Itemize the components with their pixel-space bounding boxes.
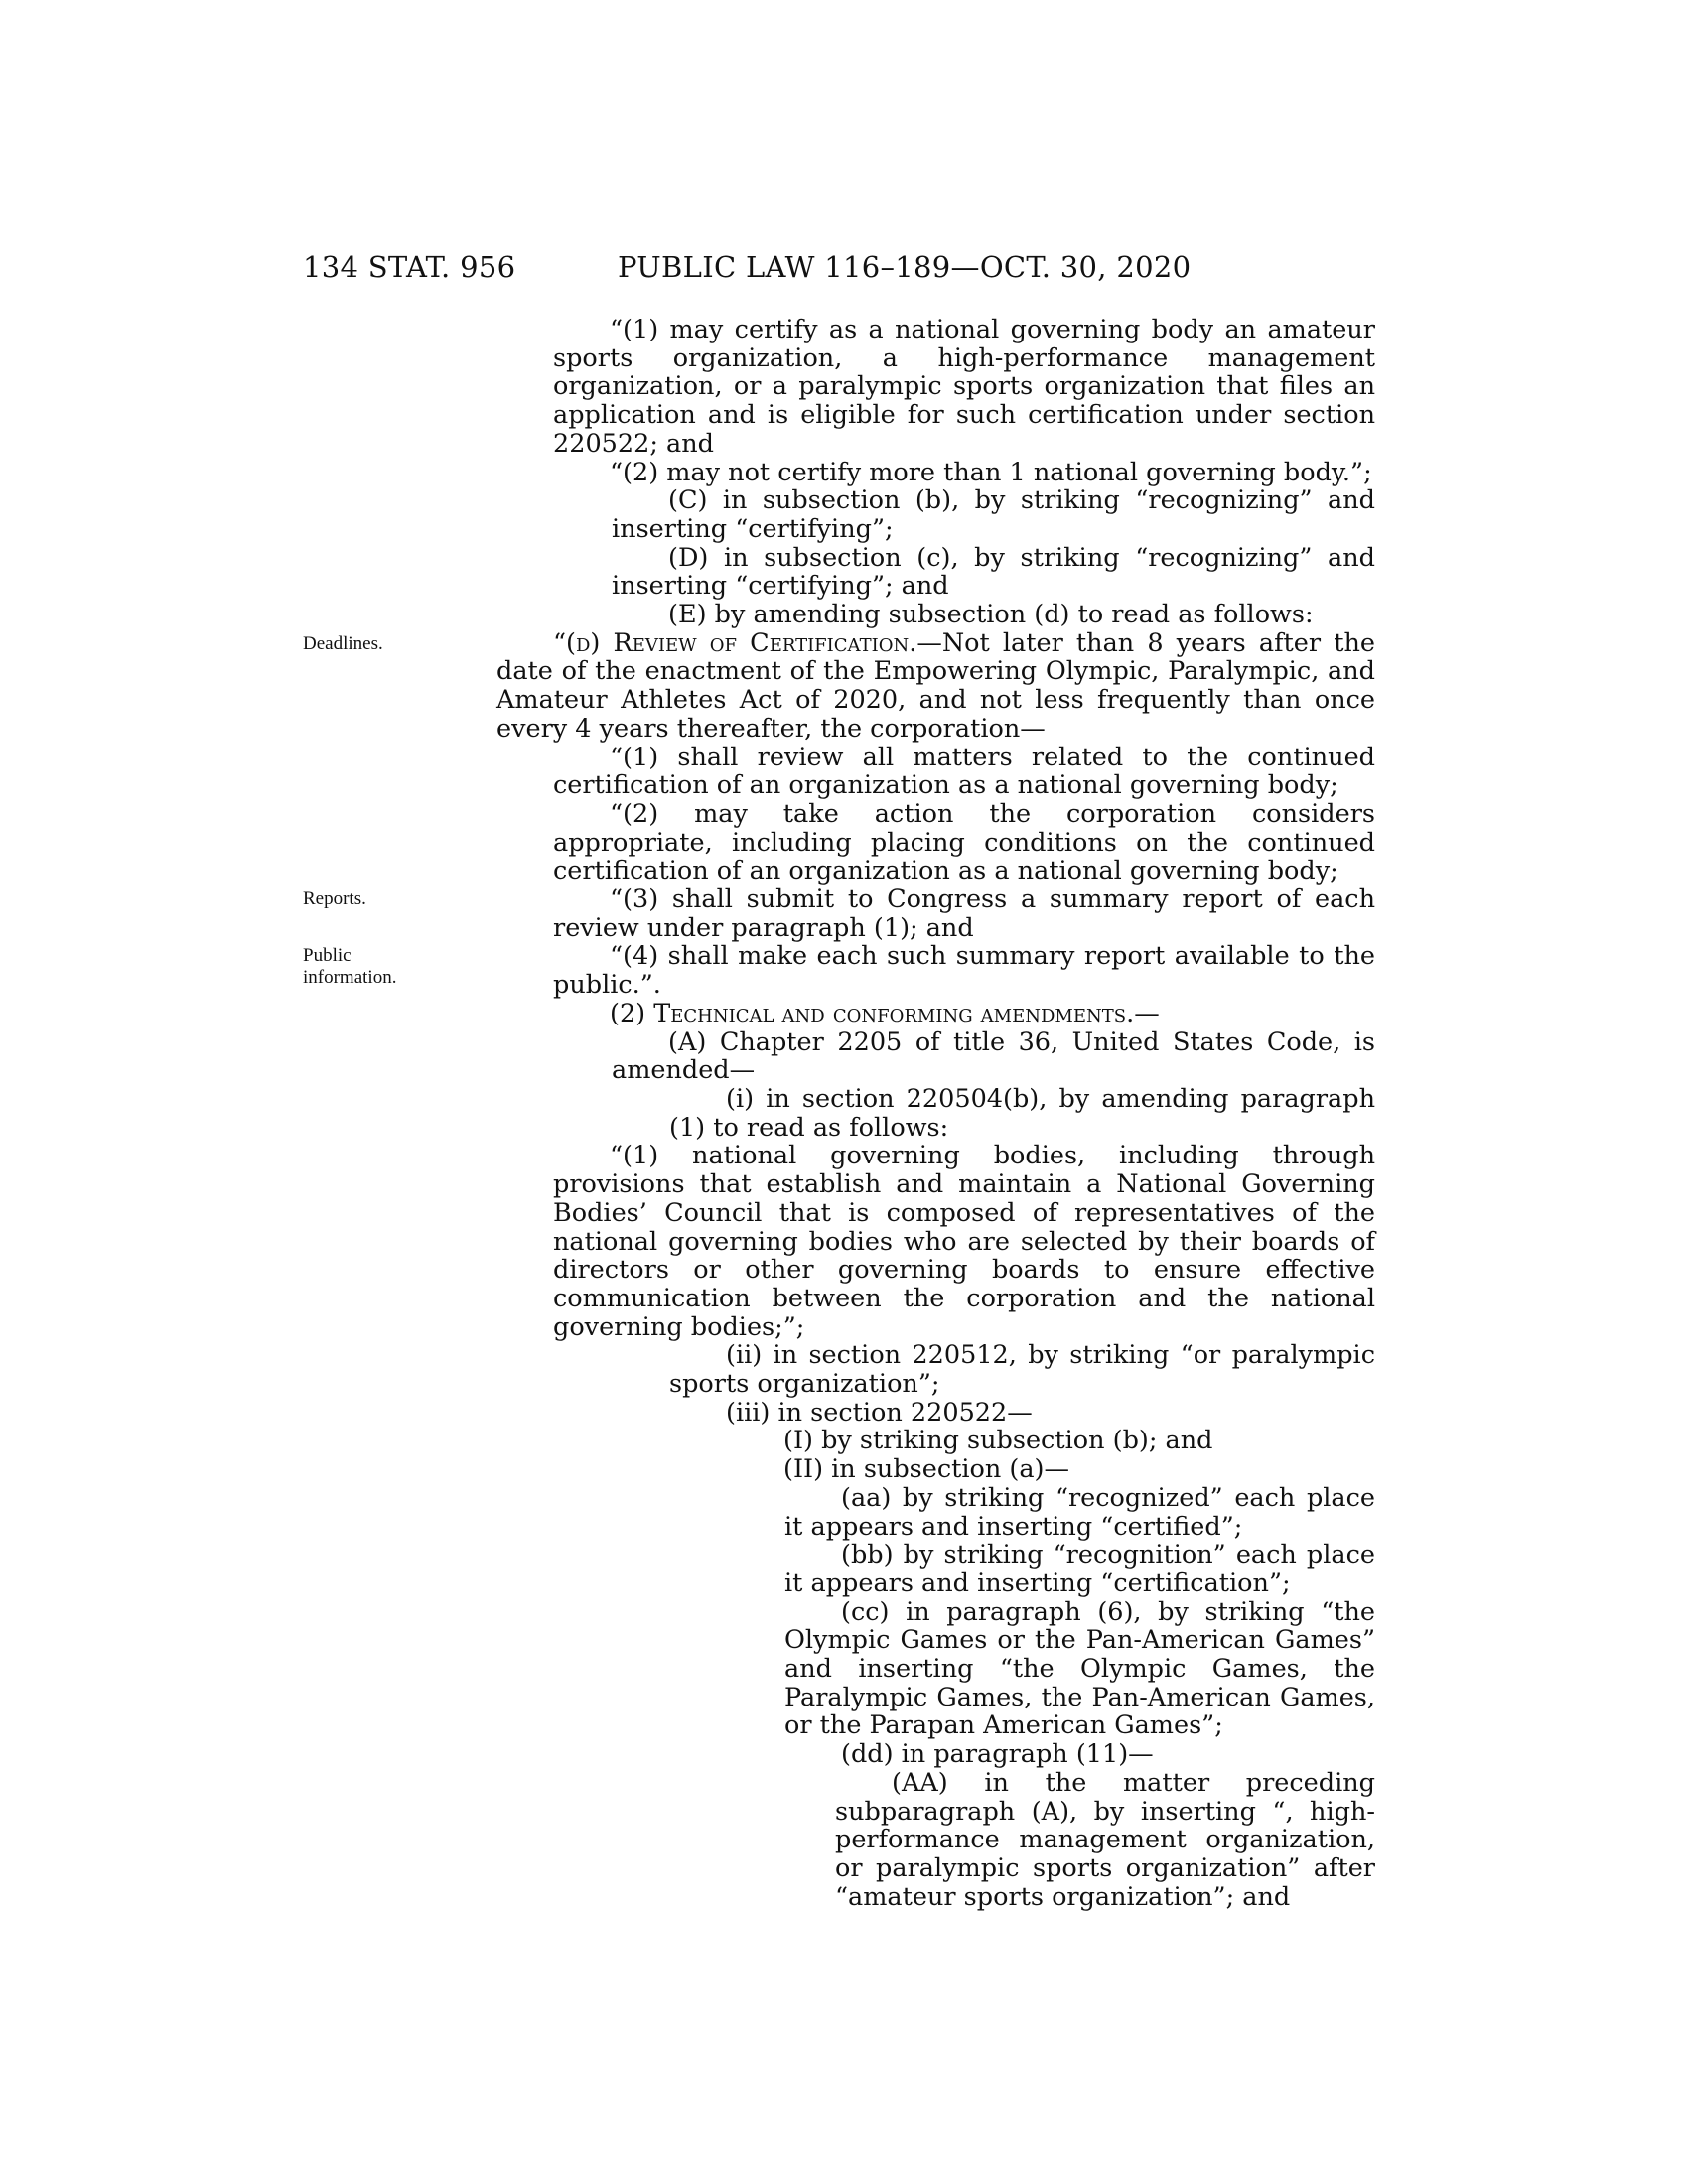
subclause-i: (I) by striking subsection (b); and xyxy=(783,1426,1213,1456)
clause-i: (i) in section 220504(b), by amending paragraph (1) to read as follows: xyxy=(669,1083,1375,1143)
subclause-ii: (II) in subsection (a)— xyxy=(783,1454,1070,1485)
review-paragraph-3: “(3) shall submit to Congress a summary report of each review under paragraph (1); and xyxy=(553,885,1375,943)
technical-amendments-heading xyxy=(496,1000,1375,1028)
review-paragraph-1: “(1) shall review all matters related to the continued certification of an organization as a national governing body; xyxy=(553,742,1375,801)
subparagraph-e: (E) by amending subsection (d) to read as follows: xyxy=(668,600,1314,630)
subsection-d-heading: “(d) Review of Certification. xyxy=(553,627,917,658)
review-paragraph-4: “(4) shall make each such summary report available to the public.”. xyxy=(553,941,1375,1001)
review-paragraph-2: “(2) may take action the corporation considers appropriate, including placing conditions on the continued certification of an organization as a national governing body; xyxy=(553,798,1375,887)
document-body xyxy=(496,316,1375,1911)
item-aa-upper: (AA) in the matter preceding subparagraph (A), by inserting “, high-performance management organization, or paralympic sports organization” after “amateur sports organization”; and xyxy=(835,1767,1375,1912)
technical-amendments-dash: — xyxy=(1134,998,1160,1028)
margin-note-public-information: Public information. xyxy=(303,945,397,988)
technical-amendments-label: (2) Technical and conforming amendments. xyxy=(610,998,1135,1028)
subparagraph-d: (D) in subsection (c), by striking “recognizing” and inserting “certifying”; and xyxy=(612,542,1375,602)
item-cc: (cc) in paragraph (6), by striking “the Olympic Games or the Pan-American Games” and inserting “the Olympic Games, the Paralympic Games, the Pan-American Games, or the Parapan American Games”; xyxy=(784,1596,1375,1741)
item-aa: (aa) by striking “recognized” each place it appears and inserting “certified”; xyxy=(784,1482,1375,1542)
subsection-d xyxy=(496,629,1375,744)
item-bb: (bb) by striking “recognition” each place it appears and inserting “certification”; xyxy=(784,1540,1375,1598)
clause-ii: (ii) in section 220512, by striking “or paralympic sports organization”; xyxy=(669,1340,1375,1400)
item-dd: (dd) in paragraph (11)— xyxy=(841,1739,1154,1770)
paragraph-2: “(2) may not certify more than 1 national governing body.”; xyxy=(610,457,1372,487)
paragraph-1: “(1) may certify as a national governing body an amateur sports organization, a high-performance management organization, or a paralympic sports organization that files an application and is eligible for such certification under section 220522; and xyxy=(553,315,1375,459)
amendment-a: (A) Chapter 2205 of title 36, United States Code, is amended— xyxy=(612,1026,1375,1086)
subparagraph-c: (C) in subsection (b), by striking “recognizing” and inserting “certifying”; xyxy=(612,485,1375,544)
quoted-paragraph-1: “(1) national governing bodies, including through provisions that establish and maintain a National Governing Bodies’ Council that is composed of representatives of the national governing bodies who are selected by their boards of directors or other governing boards to ensure effective communication between the corporation and the national governing bodies;”; xyxy=(553,1141,1375,1342)
margin-note-reports: Reports. xyxy=(303,888,366,909)
page-title: PUBLIC LAW 116–189—OCT. 30, 2020 xyxy=(618,250,1192,284)
clause-iii: (iii) in section 220522— xyxy=(726,1397,1033,1428)
page-citation: 134 STAT. 956 xyxy=(303,250,516,284)
margin-note-deadlines: Deadlines. xyxy=(303,633,383,654)
subsection-d-text: —Not later than 8 years after the date of the enactment of the Empowering Olympic, Paralympic, and Amateur Athletes Act of 2020, and not less frequently than once every 4 years thereafter, the corporation— xyxy=(496,627,1376,744)
